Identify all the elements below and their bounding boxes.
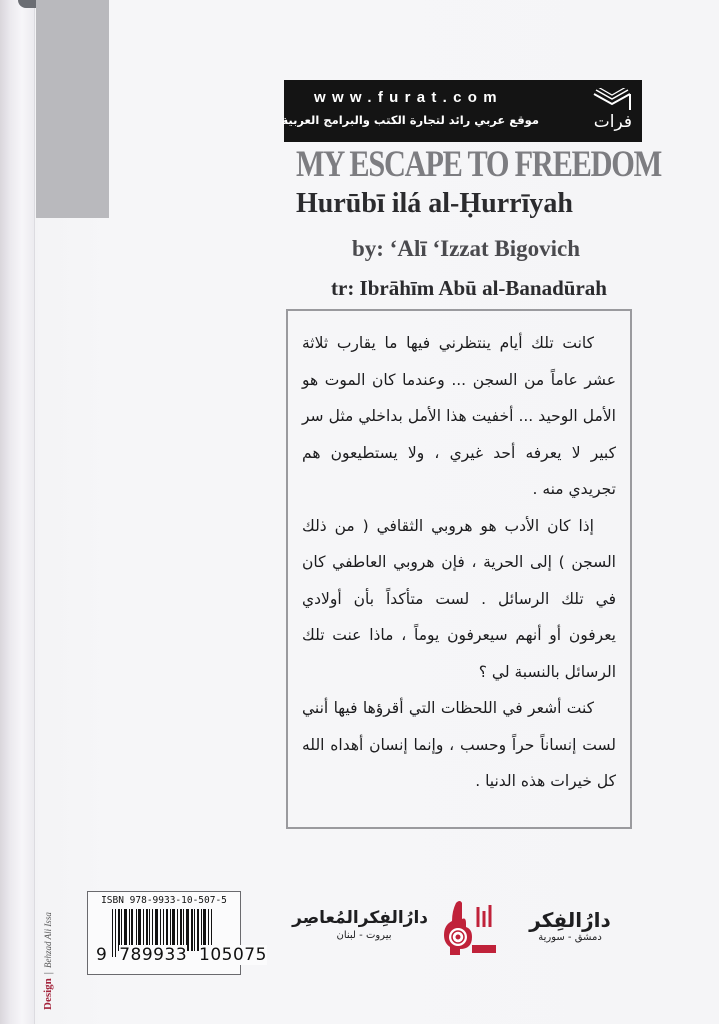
dar-al-fikr-logo-icon <box>442 897 498 957</box>
barcode-first-digit: 9 <box>96 945 108 965</box>
barcode-digits-right: 105075 <box>199 945 267 965</box>
excerpt-paragraph: كنت أشعر في اللحظات التي أقرؤها فيها أنني لست إنساناً حراً وحسب ، وإنما إنسان أهداه الله كل خيرات هذه الدنيا . <box>302 699 616 790</box>
book-spine <box>0 0 34 1024</box>
design-credit <box>38 912 56 1010</box>
publisher-dar-al-fikr-al-muasir <box>292 908 428 941</box>
credit-separator: | <box>42 972 54 975</box>
book-title-transliterated: Hurūbī ilá al-Ḥurrīyah <box>296 188 573 219</box>
furat-banner <box>281 80 642 142</box>
barcode-digits-left: 789933 <box>119 945 188 965</box>
banner-url[interactable]: www.furat.com <box>314 89 503 106</box>
book-title-english: MY ESCAPE TO FREEDOM <box>296 144 662 185</box>
excerpt-paragraph: إذا كان الأدب هو هروبي الثقافي ( من ذلك السجن ) إلى الحرية ، فإن هروبي العاطفي كان في تلك الرسائل . لست متأكداً بأن أولادي يعرفون أو أنهم سيعرفون يوماً ، ماذا عنت تلك الرسائل بالنسبة لي ؟ <box>302 516 616 681</box>
barcode-digits <box>96 945 267 965</box>
design-label: Design <box>42 978 54 1010</box>
spine-fold-line <box>34 0 35 1024</box>
publisher-name: دارُالفِكر <box>529 908 611 932</box>
excerpt-text <box>302 325 616 800</box>
publisher-name: دارُالفِكرالمُعاصِر <box>292 908 428 928</box>
designer-name: Behzad Ali Issa <box>43 912 53 969</box>
excerpt-paragraph: كانت تلك أيام ينتظرني فيها ما يقارب ثلاثة عشر عاماً من السجن ... وعندما كان الموت هو الأمل الوحيد ... أخفيت هذا الأمل بداخلي مثل سر كبير لا يعرفه أحد غيري ، ولا يستطيعون هم تجريدي منه . <box>302 334 616 498</box>
author-line: by: ‘Alī ‘Izzat Bigovich <box>351 236 581 261</box>
banner-tagline: موقع عربي رائد لتجارة الكتب والبرامج العربية <box>281 113 539 127</box>
furat-logo-text: فرات <box>593 112 632 132</box>
publisher-city: دمشق - سورية <box>538 932 602 943</box>
publisher-dar-al-fikr <box>505 908 635 943</box>
excerpt-box <box>286 309 632 829</box>
publisher-city: بيروت - لبنان <box>336 930 392 941</box>
isbn-number: ISBN 978-9933-10-507-5 <box>101 895 227 906</box>
isbn-barcode <box>87 891 267 975</box>
gray-color-band <box>36 0 109 218</box>
translator-line: tr: Ibrāhīm Abū al-Banadūrah <box>331 276 607 300</box>
